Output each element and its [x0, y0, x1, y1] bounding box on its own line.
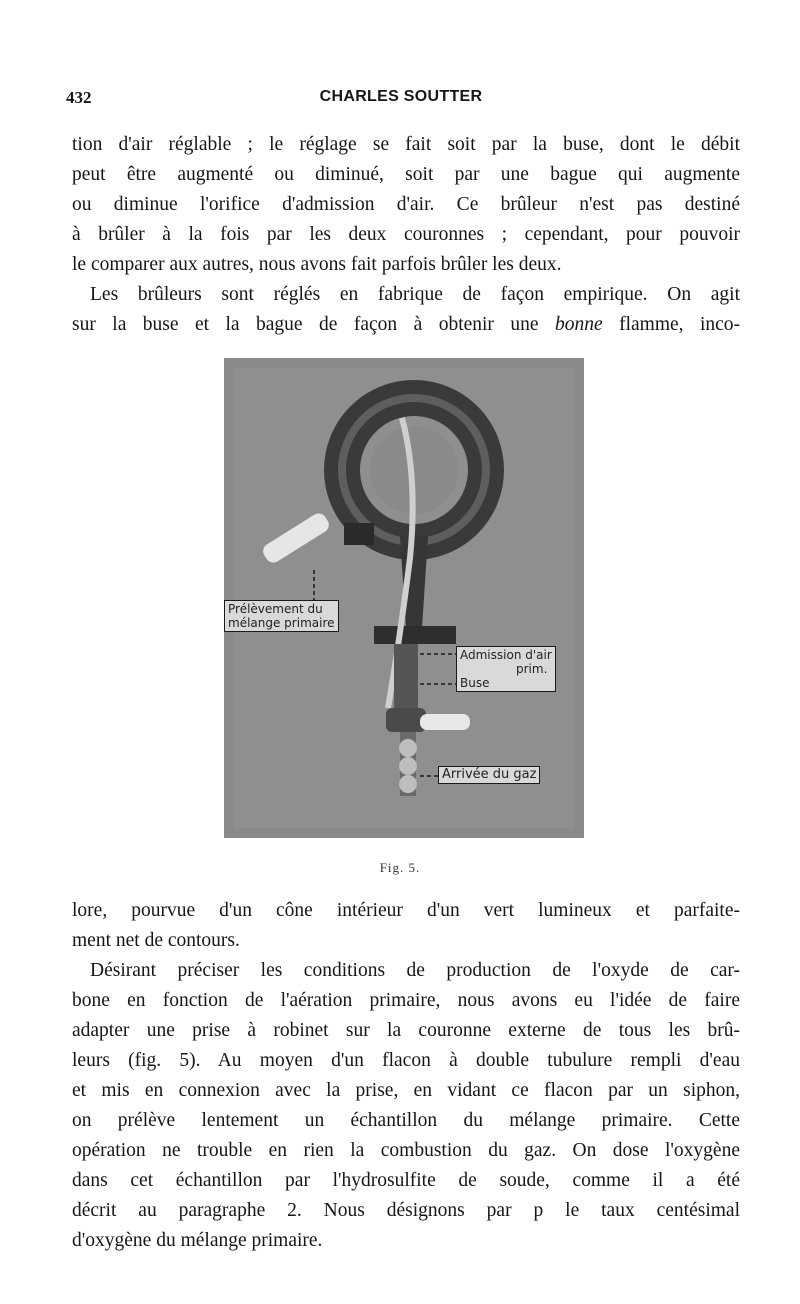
label-line: Admission d'air — [460, 648, 552, 662]
text-line: peut être augmenté ou diminué, soit par une bague qui augmente — [72, 164, 740, 185]
text-segment: flamme, inco- — [619, 314, 741, 335]
running-head — [66, 88, 736, 112]
figure-caption: Fig. 5. — [379, 860, 421, 875]
text-line: dans cet échantillon par l'hydrosulfite de soude, comme il a été — [72, 1170, 740, 1191]
label-line: prim. — [516, 662, 548, 676]
text-line: Désirant préciser les conditions de production de l'oxyde de car- — [90, 960, 740, 981]
label-admission — [456, 646, 556, 692]
paragraph-second — [72, 280, 740, 340]
burner-photograph — [224, 358, 584, 838]
text-line: et mis en connexion avec la prise, en vidant ce flacon par un siphon, — [72, 1080, 740, 1101]
emphasis-word: bonne — [554, 314, 603, 335]
label-prelevement — [224, 600, 339, 632]
page-number: 432 — [66, 88, 92, 107]
text-line: à brûler à la fois par les deux couronnes ; cependant, pour pouvoir — [72, 224, 740, 245]
label-line: Prélèvement du — [228, 602, 323, 616]
text-line: on prélève lentement un échantillon du mélange primaire. Cette — [72, 1110, 740, 1131]
text-line: opération ne trouble en rien la combustion du gaz. On dose l'oxygène — [72, 1140, 740, 1161]
paragraph-top — [72, 130, 740, 280]
text-line: bone en fonction de l'aération primaire, nous avons eu l'idée de faire — [72, 990, 740, 1011]
label-buse: Buse — [460, 676, 490, 690]
text-line: Les brûleurs sont réglés en fabrique de façon empirique. On agit — [90, 284, 740, 305]
text-line: ou diminue l'orifice d'admission d'air. Ce brûleur n'est pas destiné — [72, 194, 740, 215]
paragraph-main — [72, 956, 740, 1256]
text-line: tion d'air réglable ; le réglage se fait soit par la buse, dont le débit — [72, 134, 740, 155]
text-line: leurs (fig. 5). Au moyen d'un flacon à double tubulure rempli d'eau — [72, 1050, 740, 1071]
text-line: décrit au paragraphe 2. Nous désignons par p le taux centésimal — [72, 1200, 740, 1221]
text-line: lore, pourvue d'un cône intérieur d'un vert lumineux et parfaite- — [72, 900, 740, 921]
text-line: adapter une prise à robinet sur la couronne externe de tous les brû- — [72, 1020, 740, 1041]
label-line: mélange primaire — [228, 616, 335, 630]
running-title: CHARLES SOUTTER — [319, 88, 483, 105]
text-line — [72, 310, 740, 340]
text-line: ment net de contours. — [72, 930, 240, 951]
label-arrivee: Arrivée du gaz — [438, 766, 540, 784]
text-line: le comparer aux autres, nous avons fait parfois brûler les deux. — [72, 254, 562, 275]
text-line: d'oxygène du mélange primaire. — [72, 1230, 323, 1251]
text-segment: sur la buse et la bague de façon à obtenir une — [72, 314, 539, 335]
paragraph-continued — [72, 896, 740, 956]
